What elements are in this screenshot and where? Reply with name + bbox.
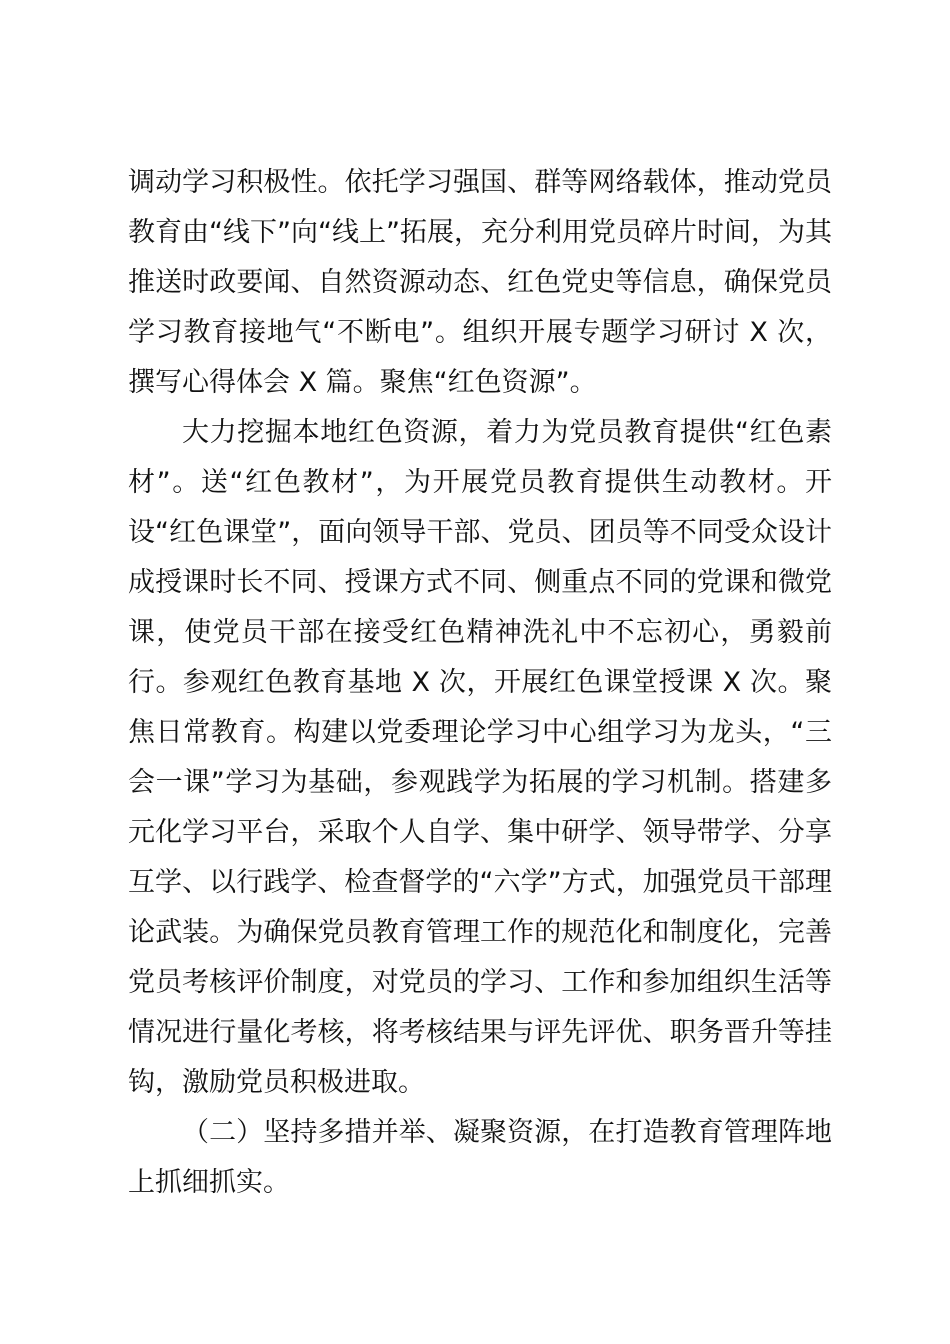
section-heading-two: （二）坚持多措并举、凝聚资源，在打造教育管理阵地上抓细抓实。 xyxy=(128,1117,832,1198)
paragraph-red-resources: 大力挖掘本地红色资源，着力为党员教育提供“红色素材”。送“红色教材”，为开展党员教育提供生动教材。开设“红色课堂”，面向领导干部、党员、团员等不同受众设计成授课时长不同、授课方式不同、侧重点不同的党课和微党课，使党员干部在接受红色精神洗礼中不忘初心，勇毅前行。参观红色教育基地 X 次，开展红色课堂授课 X 次。聚焦日常教育。构建以党委理论学习中心组学习为龙头，“三会一课”学习为基础，参观践学为拓展的学习机制。搭建多元化学习平台，采取个人自学、集中研学、领导带学、分享互学、以行践学、检查督学的“六学”方式，加强党员干部理论武装。为确保党员教育管理工作的规范化和制度化，完善党员考核评价制度，对党员的学习、工作和参加组织生活等情况进行量化考核，将考核结果与评先评优、职务晋升等挂钩，激励党员积极进取。 xyxy=(128,417,832,1098)
paragraph-continued: 调动学习积极性。依托学习强国、群等网络载体，推动党员教育由“线下”向“线上”拓展，充分利用党员碎片时间，为其推送时政要闻、自然资源动态、红色党史等信息，确保党员学习教育接地气“不断电”。组织开展专题学习研讨 X 次，撰写心得体会 X 篇。聚焦“红色资源”。 xyxy=(128,167,832,398)
document-page xyxy=(128,158,832,1208)
